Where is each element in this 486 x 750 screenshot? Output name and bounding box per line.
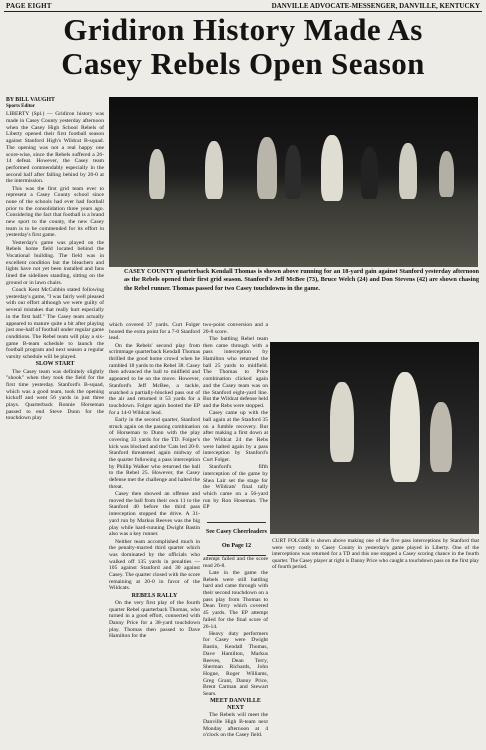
player-figure bbox=[439, 151, 454, 197]
paragraph: The Rebels will meet the Danville High B-team next Monday afternoon at 4 o'clock on the Casey field. bbox=[203, 712, 268, 739]
subhead-meet-danville: MEET DANVILLE NEXT bbox=[210, 698, 261, 711]
paragraph: On the Rebels' second play from scrimmage quarterback Kendall Thomas thrilled the good home crowd when he rambled 18 yards to the Rebel 38. Casey then advanced the ball to midfield and appeared to be on the move. However, Stanford's Jeff McBee, a tackle, snatched a partially-blocked pass out of the air and returned it 53 yards for a touchdown. Folger again booted the EP for a 14-0 Wildcat lead. bbox=[109, 342, 200, 416]
promo-divider bbox=[207, 522, 266, 523]
subhead-slow-start: SLOW START bbox=[35, 361, 75, 368]
photo-caption-main: CASEY COUNTY quarterback Kendall Thomas is shown above running for an 18-yard gain against Stanford yesterday afternoon as the Rebels opened their first grid season. Stanford's Jeff McBee (73), Bruce Welch (24) and Don Stevens (42) are shown chasing the Rebel runner. Thomas passed for two Casey touchdowns in the game. bbox=[124, 268, 479, 292]
article-column-2 bbox=[109, 322, 200, 641]
article-column-3-bottom bbox=[203, 556, 268, 739]
paper-name: DANVILLE ADVOCATE-MESSENGER, DANVILLE, KENTUCKY bbox=[271, 2, 480, 10]
photo-caption-second: CURT FOLGER is shown above making one of the five pass interceptions by Stanford that were very costly to Casey County in yesterday's game played in Liberty. One of the interceptions was returned for a TD and this one stopped a Casey scoring chance in the fourth quarter. The Casey player at right is Danny Price who caught a touchdown pass on the first play of fourth period. bbox=[272, 538, 479, 571]
paragraph: attempt failed and the score read 26-8. bbox=[203, 556, 268, 569]
player-figure bbox=[361, 147, 378, 199]
byline-role: Sports Editor bbox=[6, 104, 36, 110]
promo-line-2: On Page 12 bbox=[221, 543, 252, 549]
paragraph: LIBERTY (Spl.) — Gridiron history was made in Casey County yesterday afternoon when the Casey High School Rebels of Liberty opened their first football season against Stanford High's Wildcat B-squad. The opening was not a real happy one score-wise, since the Rebels suffered a 26-14 defeat. However, the Casey team performed commendably especially in the second half after falling behind by 20-0 at the intermission. bbox=[6, 111, 104, 185]
player-figure bbox=[330, 382, 354, 462]
headline-line-1: Gridiron History Made As bbox=[63, 12, 423, 47]
paragraph: Late in the game the Rebels were still battling hard and came through with their second touchdown on a pass play from Thomas to Dean Terry which covered 45 yards. The EP attempt failed for the final score of 26-14. bbox=[203, 569, 268, 630]
player-figure bbox=[149, 149, 165, 199]
article-column-1 bbox=[6, 97, 104, 423]
paragraph: The Casey team was definitely slightly "shook" when they took the field for the first time yesterday. Stanford's B-squad, which was a good team, took the opening kickoff and went 56 yards in just three plays. Quarterback Ronnie Horseman passed to end Steve Dunn for the touchdown play bbox=[6, 368, 104, 422]
player-figure bbox=[285, 145, 301, 199]
paragraph: On the very first play of the fourth quarter Rebel quarterback Thomas, who turned in a good effort, connected with Danny Price for a 38-yard touchdown play. Thomas then passed to Dave Hamilton for the bbox=[109, 599, 200, 640]
paragraph: The battling Rebel team then came through with a pass interception by Hamilton who returned the ball 25 yards to midfield. The Thomas to Price combination clicked again and the Casey team was on the Stanford eight-yard line. But the Wildcat defense held and the Rebs were stopped. bbox=[203, 335, 268, 409]
page-label: PAGE EIGHT bbox=[6, 2, 52, 10]
photo-interception bbox=[270, 342, 479, 534]
paragraph: which covered 37 yards. Curt Folger booted the extra point for a 7-0 Stanford lead. bbox=[109, 322, 200, 342]
player-figure bbox=[399, 143, 417, 199]
photo-quarterback-run bbox=[109, 97, 478, 267]
promo-line-1: See Casey Cheerleaders bbox=[206, 529, 267, 535]
player-figure bbox=[390, 372, 420, 482]
paragraph: Coach Kent McCubbin stated following yesterday's game, "I was fairly well pleased with our effort although we were guilty of several mistakes that really hurt especially in the first half." The Casey team actually appeared to mature quite a bit after playing just one-half of football under regular game conditions. The Rebel team will play a six-game B-team schedule to launch the football program and next season a regular varsity schedule will be played. bbox=[6, 287, 104, 361]
paragraph: Early in the second quarter, Stanford struck again on the passing combination of Horseman to Dunn with the play covering 33 yards for the TD. Folger's kick was blocked and the 'Cats led 20-0. Stanford threatened again midway of the quarter following a pass interception by Phillip Walker who returned the ball to the Rebel 25. However, the Casey defense met the challenge and halted the threat. bbox=[109, 416, 200, 490]
player-figure bbox=[321, 135, 343, 201]
subhead-rebels-rally: REBELS RALLY bbox=[131, 592, 178, 599]
headline bbox=[0, 13, 486, 81]
paragraph: Stanford's fifth interception of the game by Shea Lair set the stage for the Wildcats' final tally which came on a 56-yard run by Ron Hoseman. The EP bbox=[203, 464, 268, 511]
paragraph: two-point conversion and a 20-8 score. bbox=[203, 322, 268, 335]
player-figure bbox=[205, 141, 223, 199]
article-column-3-top bbox=[203, 322, 268, 512]
cheerleaders-promo[interactable] bbox=[203, 520, 270, 558]
byline: BY BILL VAUGHT bbox=[6, 97, 55, 103]
paragraph: Heavy duty performers for Casey were Dwight Bastin, Kendall Thomas, Dave Hamilton, Markus Reeves, Dean Terry, Sherman Richards, John Hogue, Roger Williams, Greg Grant, Danny Price, Brent Carman and Stewart Sears. bbox=[203, 630, 268, 698]
player-figure bbox=[430, 402, 452, 472]
player-figure bbox=[257, 137, 277, 199]
paragraph: Casey came up with the ball again at the Stanford 35 on a fumble recovery. But after making a first down at the Wildcat 24 the Rebs were halted again by a pass interception by Stanford's Curt Folger. bbox=[203, 410, 268, 464]
paragraph: This was the first grid team ever to represent a Casey County school since none of the schools had ever had football prior to the consolidation three years ago. Considering the fact that football is a brand new sport to the county, the new Casey team is to be commended for its effort in yesterday's first game. bbox=[6, 185, 104, 239]
paragraph: Yesterday's game was played on the Rebels home field located behind the Vocational building. The field was in excellent condition but the bleachers and lights have not yet been installed and fans lined the sidelines standing, sitting on the ground or in lawn chairs. bbox=[6, 239, 104, 286]
paragraph: Neither team accomplished much in the penalty-marred third quarter which was dominated by the officials who walked off 135 yards in penalties — 105 against Stanford and 30 against Casey. The quarter closed with the score remaining at 20-0 in favor of the Wildcats. bbox=[109, 538, 200, 592]
headline-line-2: Casey Rebels Open Season bbox=[61, 46, 425, 81]
paragraph: Casey then showed an offense and moved the ball from their own 11 to the Stanford 40 before the third pass interception stopped the drive. A 31-yard run by Markus Reeves was the big play while hard-running Dwight Bastin also was a key runner. bbox=[109, 491, 200, 538]
